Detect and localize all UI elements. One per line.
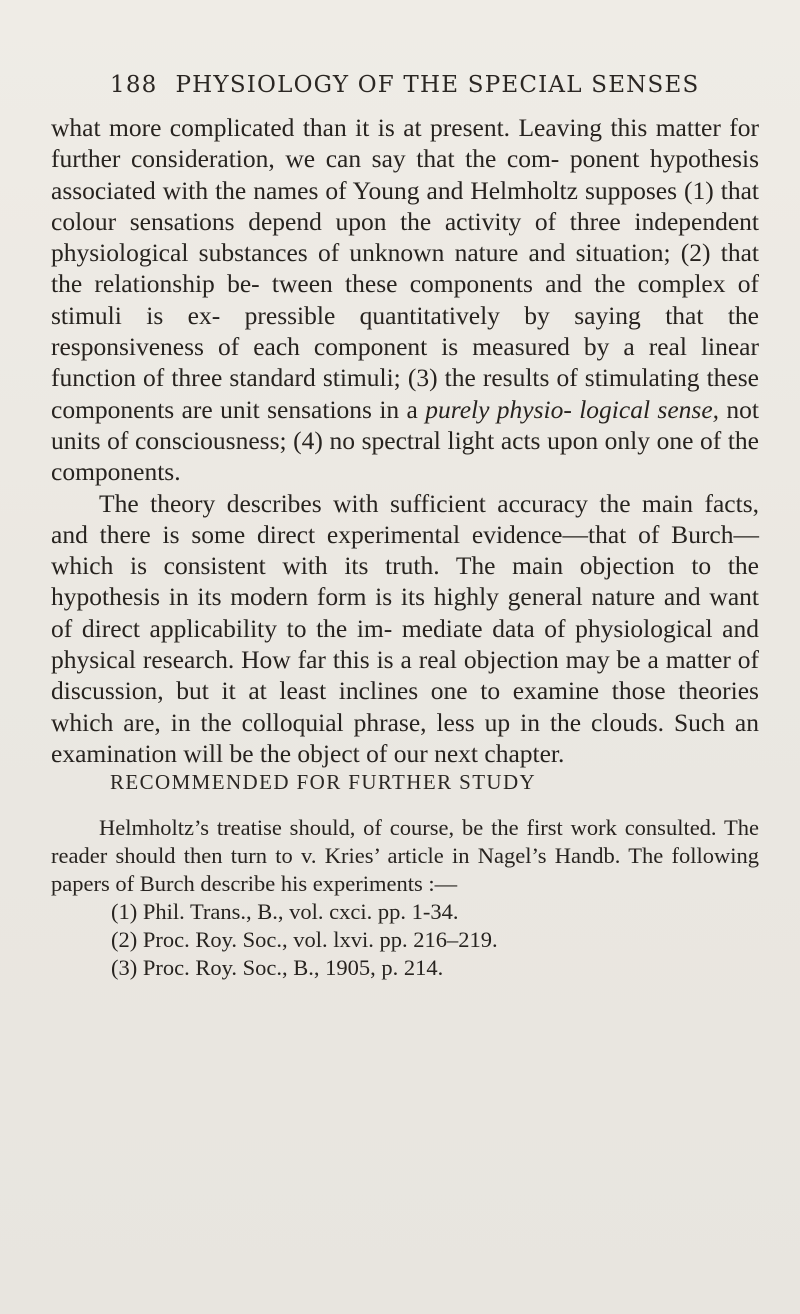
paragraph-1-emphasis: purely physio- logical sense, — [425, 394, 720, 424]
reference-item: (3) Proc. Roy. Soc., B., 1905, p. 214. — [111, 955, 444, 980]
running-header — [110, 72, 730, 98]
section-heading: RECOMMENDED FOR FURTHER STUDY — [110, 770, 537, 794]
paragraph-theory-evaluation: The theory describes with sufficient accuracy the main facts, and there is some direct experimental evidence—that of Burch—which is consistent with its truth. The main objection to the hypothesis in its modern form is its highly general nature and want of direct applicability to the im- mediate data of physiological and physical research. How far this is a real objection may be a matter of discussion, but it at least inclines one to examine those theories which are, in the colloquial phrase, less up in the clouds. Such an examination will be the object of our next chapter. — [51, 488, 759, 768]
paragraph-component-hypothesis — [51, 112, 759, 488]
reference-item: (1) Phil. Trans., B., vol. cxci. pp. 1-34. — [111, 899, 459, 924]
paragraph-1-text-b: not units of consciousness; (4) no spectral light acts upon only one of the components. — [51, 394, 759, 487]
reference-item: (2) Proc. Roy. Soc., vol. lxvi. pp. 216–219. — [111, 927, 498, 952]
paragraph-1-text-a: what more complicated than it is at present. Leaving this matter for further consideration, we can say that the com- ponent hypothesis associated with the names of Young and Helmholtz supposes (1) that colour sensations depend upon the activity of three independent physiological substances of unknown nature and situation; (2) that the relationship be- tween these components and the complex of stimuli is ex- pressible quantitatively by saying that the responsiveness of each component is measured by a real linear function of three standard stimuli; (3) the results of stimulating these components are unit sensations in a — [51, 113, 759, 424]
reference-list — [51, 898, 759, 982]
body-text — [51, 112, 759, 769]
further-study-intro: Helmholtz’s treatise should, of course, be the first work consulted. The reader should then turn to v. Kries’ article in Nagel’s Handb. The following papers of Burch describe his experiments :— — [51, 815, 759, 896]
running-title: PHYSIOLOGY OF THE SPECIAL SENSES — [175, 72, 700, 98]
page-number: 188 — [110, 72, 158, 98]
further-study-section — [51, 814, 759, 982]
